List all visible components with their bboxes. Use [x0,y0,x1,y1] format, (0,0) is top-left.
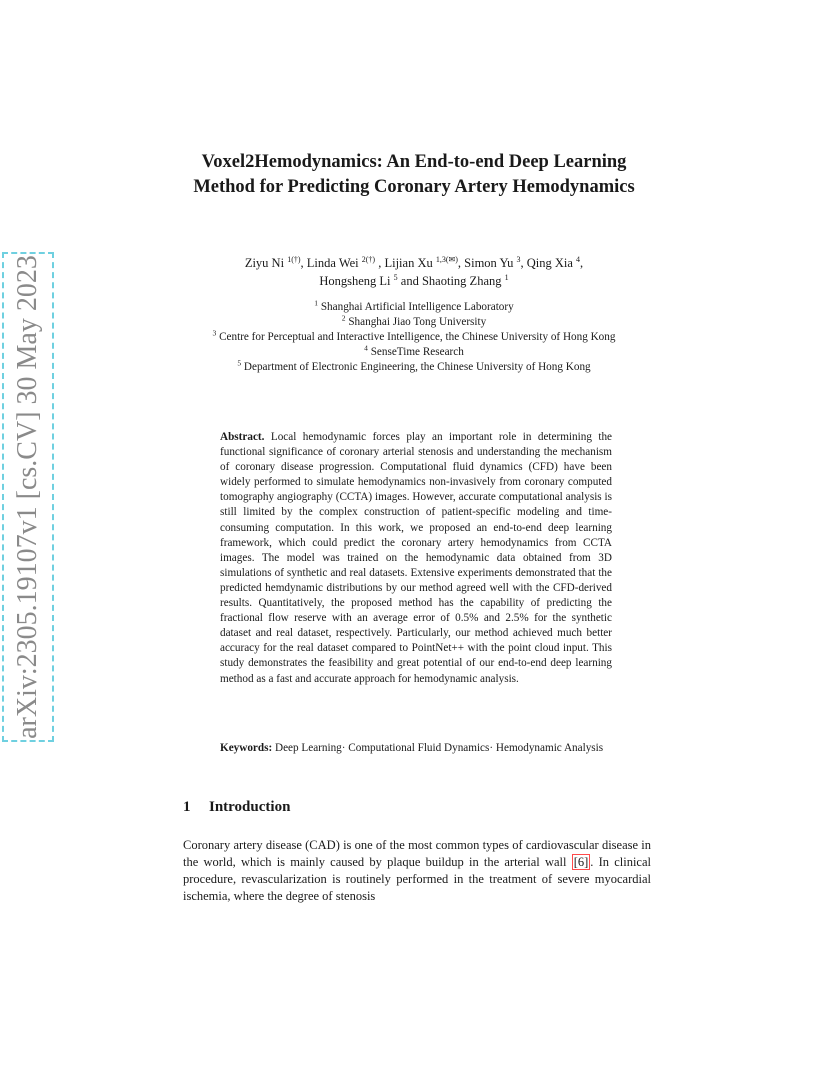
section-number: 1 [183,799,191,815]
keywords [220,741,612,756]
section-heading [183,799,290,816]
keywords-label: Keywords: [220,742,273,754]
affiliation-list [170,300,658,375]
citation-link[interactable]: [6] [573,855,589,869]
author-list [180,254,648,290]
author: Lijian Xu $^{1,3(✉)}$, [384,254,465,270]
section-title: Introduction [209,799,291,815]
keywords-text: Deep Learning· Computational Fluid Dynamics· Hemodynamic Analysis [275,742,604,754]
author: Qing Xia $^4$, [526,254,584,270]
affiliation: $^5$ Department of Electronic Engineering, the Chinese University of Hong Kong [237,358,591,373]
intro-paragraph: Coronary artery disease (CAD) is one of the most common types of cardiovascular disease in the world, which is mainly caused by plaque buildup in the arterial wall [6] . In clinical procedure, revascularization is routinely performed in the treatment of severe myocardial ischemia, where the degree of stenosis [183,838,652,903]
affiliation: $^2$ Shanghai Jiao Tong University [341,313,487,328]
author: Simon Yu $^3$, [464,254,527,270]
affiliation: $^4$ SenseTime Research [364,343,464,358]
author: Shaoting Zhang $^1$ [421,272,509,288]
author: Linda Wei $^{2(\dagger)}$ , [306,254,385,270]
abstract [220,430,612,687]
arxiv-stamp: arXiv:2305.19107v1 [cs.CV] 30 May 2023 [2,252,54,742]
abstract-label: Abstract. [220,431,265,443]
abstract-text: Local hemodynamic forces play an important role in determining the functional significance of coronary arterial stenosis and understanding the mechanism of coronary disease progression. Computational fluid dynamics (CFD) have been widely performed to simulate hemodynamics non-invasively from coronary computed tomography angiography (CCTA) images. However, accurate computational analysis is still limited by the complex construction of patient-specific modeling and time-consuming computation. In this work, we proposed an end-to-end deep learning framework, which could predict the coronary artery hemodynamics from CCTA images. The model was trained on the hemodynamic data obtained from 3D simulations of synthetic and real datasets. Extensive experiments demonstrated that the predicted hemdynamic distributions by our method agreed well with the CFD-derived results. Quantitatively, the proposed method has the capability of predicting the fractional flow reserve with an average error of 0.5% and 2.5% for the synthetic dataset and real dataset, respectively. Particularly, our method achieved much better accuracy for the real dataset compared to PointNet++ with the point cloud input. This study demonstrates the feasibility and great potential of our end-to-end deep learning method as a fast and accurate approach for hemodynamic analysis. [220,431,613,685]
affiliation: $^1$ Shanghai Artificial Intelligence Laboratory [314,298,514,313]
author: Ziyu Ni $^{1(\dagger)}$, [244,254,307,270]
paper-title: Voxel2Hemodynamics: An End-to-end Deep Learning Method for Predicting Coronary Artery Hemodynamics [193,152,635,197]
affiliation: $^3$ Centre for Perceptual and Interactive Intelligence, the Chinese University of Hong Kong [212,328,616,343]
author: Hongsheng Li $^5$ and [319,272,422,288]
